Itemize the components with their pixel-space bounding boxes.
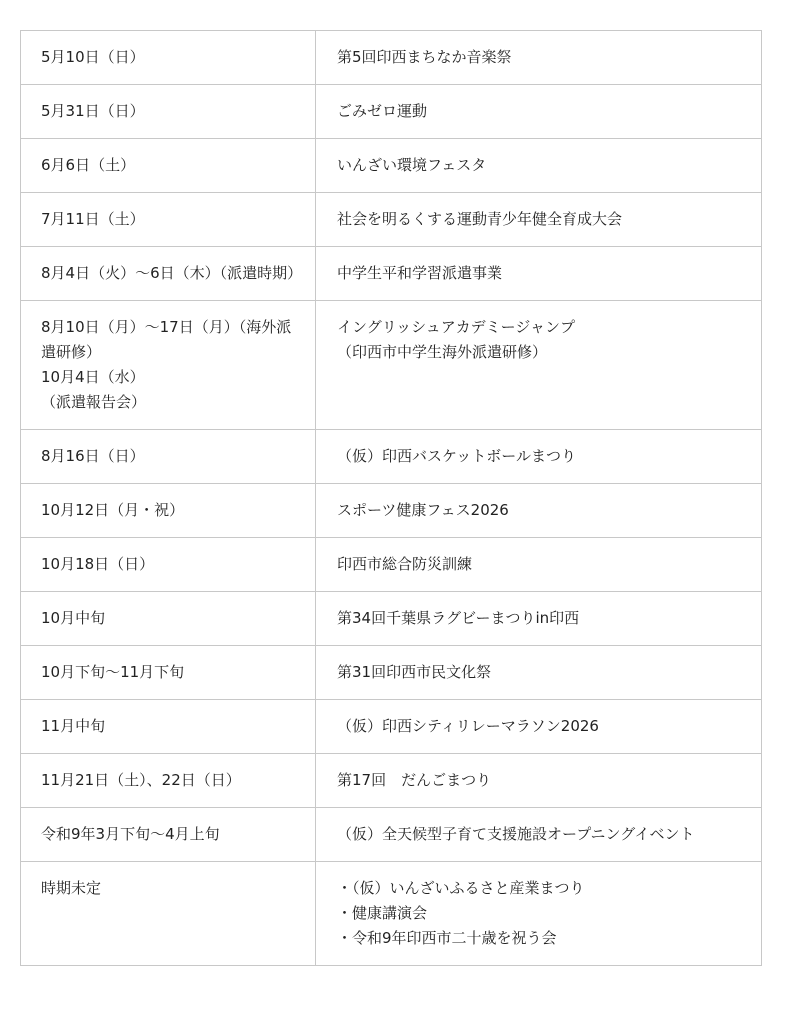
event-text: スポーツ健康フェス2026 bbox=[337, 501, 509, 519]
date-text: 8月4日（火）～6日（木）（派遣時期） bbox=[41, 264, 303, 282]
table-row bbox=[21, 808, 762, 862]
event-text: 社会を明るくする運動青少年健全育成大会 bbox=[337, 210, 623, 228]
date-text: 11月中旬 bbox=[41, 717, 106, 735]
table-row bbox=[21, 484, 762, 538]
date-cell bbox=[21, 808, 316, 862]
date-text: 6月6日（土） bbox=[41, 156, 136, 174]
event-text: ごみゼロ運動 bbox=[337, 102, 428, 120]
event-cell bbox=[316, 484, 762, 538]
date-cell bbox=[21, 31, 316, 85]
date-text: 8月10日（月）～17日（月）（海外派遣研修） bbox=[41, 318, 292, 361]
date-cell bbox=[21, 139, 316, 193]
date-cell bbox=[21, 538, 316, 592]
date-cell bbox=[21, 193, 316, 247]
event-cell bbox=[316, 247, 762, 301]
event-schedule-table bbox=[20, 30, 762, 966]
event-cell bbox=[316, 538, 762, 592]
event-text: 印西市総合防災訓練 bbox=[337, 555, 473, 573]
date-text: 10月12日（月・祝） bbox=[41, 501, 185, 519]
table-row bbox=[21, 193, 762, 247]
date-text: 10月18日（日） bbox=[41, 555, 155, 573]
date-text: 5月10日（日） bbox=[41, 48, 145, 66]
event-text: （仮）全天候型子育て支援施設オープニングイベント bbox=[337, 825, 695, 843]
table-row bbox=[21, 646, 762, 700]
date-cell bbox=[21, 484, 316, 538]
table-row bbox=[21, 139, 762, 193]
date-text: 10月4日（水） bbox=[41, 368, 145, 386]
date-cell bbox=[21, 754, 316, 808]
event-cell bbox=[316, 646, 762, 700]
event-text: イングリッシュアカデミージャンプ bbox=[337, 318, 576, 336]
date-text: 11月21日（土）、22日（日） bbox=[41, 771, 241, 789]
date-text: 時期未定 bbox=[41, 879, 102, 897]
event-text: ・健康講演会 bbox=[337, 904, 428, 922]
table-row bbox=[21, 247, 762, 301]
event-text: （仮）印西シティリレーマラソン2026 bbox=[337, 717, 599, 735]
date-cell bbox=[21, 430, 316, 484]
date-cell bbox=[21, 646, 316, 700]
event-text: 第31回印西市民文化祭 bbox=[337, 663, 492, 681]
event-cell bbox=[316, 193, 762, 247]
event-text: ・（仮）いんざいふるさと産業まつり bbox=[337, 879, 585, 897]
event-text: ・令和9年印西市二十歳を祝う会 bbox=[337, 929, 557, 947]
table-row bbox=[21, 700, 762, 754]
event-cell bbox=[316, 808, 762, 862]
date-text: 8月16日（日） bbox=[41, 447, 145, 465]
table-row bbox=[21, 85, 762, 139]
event-cell bbox=[316, 430, 762, 484]
date-text: 10月中旬 bbox=[41, 609, 106, 627]
event-cell bbox=[316, 700, 762, 754]
event-cell bbox=[316, 31, 762, 85]
date-cell bbox=[21, 862, 316, 966]
date-text: 7月11日（土） bbox=[41, 210, 145, 228]
event-text: 中学生平和学習派遣事業 bbox=[337, 264, 503, 282]
table-row bbox=[21, 31, 762, 85]
date-text: （派遣報告会） bbox=[41, 393, 147, 411]
table-row bbox=[21, 592, 762, 646]
date-text: 令和9年3月下旬～4月上旬 bbox=[41, 825, 220, 843]
date-cell bbox=[21, 247, 316, 301]
table-row bbox=[21, 430, 762, 484]
date-cell bbox=[21, 592, 316, 646]
event-cell bbox=[316, 862, 762, 966]
schedule-body bbox=[21, 31, 762, 966]
table-row bbox=[21, 754, 762, 808]
table-row bbox=[21, 301, 762, 430]
event-cell bbox=[316, 301, 762, 430]
date-text: 5月31日（日） bbox=[41, 102, 145, 120]
date-cell bbox=[21, 85, 316, 139]
event-cell bbox=[316, 754, 762, 808]
event-text: 第5回印西まちなか音楽祭 bbox=[337, 48, 512, 66]
date-cell bbox=[21, 700, 316, 754]
event-text: 第34回千葉県ラグビーまつりin印西 bbox=[337, 609, 580, 627]
table-row bbox=[21, 862, 762, 966]
date-cell bbox=[21, 301, 316, 430]
event-cell bbox=[316, 139, 762, 193]
event-text: 第17回 だんごまつり bbox=[337, 771, 492, 789]
event-cell bbox=[316, 85, 762, 139]
event-cell bbox=[316, 592, 762, 646]
table-row bbox=[21, 538, 762, 592]
event-text: （印西市中学生海外派遣研修） bbox=[337, 343, 548, 361]
date-text: 10月下旬～11月下旬 bbox=[41, 663, 185, 681]
event-text: いんざい環境フェスタ bbox=[337, 156, 487, 174]
event-text: （仮）印西バスケットボールまつり bbox=[337, 447, 576, 465]
